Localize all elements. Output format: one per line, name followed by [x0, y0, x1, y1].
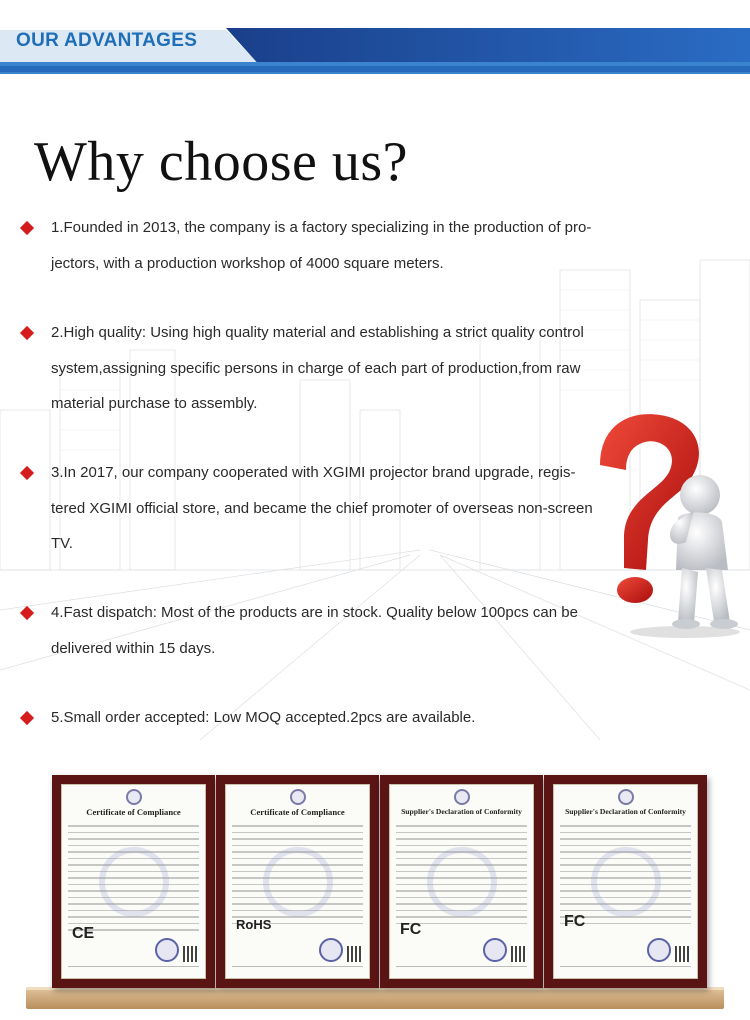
- advantage-3-line-2: tered XGIMI official store, and became the chief promoter of overseas non-screen: [51, 499, 593, 517]
- certificate-body-text: [68, 825, 199, 936]
- seal-icon: [290, 789, 306, 805]
- qr-code-icon: [183, 946, 199, 962]
- red-diamond-icon: [20, 221, 34, 235]
- advantage-4-line-1: 4.Fast dispatch: Most of the products are in stock. Quality below 100pcs can be: [51, 604, 578, 621]
- stamp-icon: [647, 938, 671, 962]
- stamp-icon: [155, 938, 179, 962]
- rohs-mark: RoHS: [236, 917, 272, 932]
- advantage-2-line-1: 2.High quality: Using high quality material and establishing a strict quality control: [51, 324, 584, 341]
- certificate-title: Certificate of Compliance: [86, 807, 181, 817]
- certificate-fcc-1: [380, 775, 543, 988]
- certificate-ce: [52, 775, 215, 988]
- certificate-title: Certificate of Compliance: [250, 807, 345, 817]
- advantage-2-line-2: system,assigning specific persons in charge of each part of production,from raw: [51, 359, 581, 377]
- seal-icon: [454, 789, 470, 805]
- certificate-title: Supplier's Declaration of Conformity: [565, 807, 686, 816]
- fcc-mark: FC: [564, 913, 586, 930]
- advantage-1-line-1: 1.Founded in 2013, the company is a factory specializing in the production of pro-: [51, 219, 592, 236]
- header-banner: [0, 0, 750, 78]
- advantage-3-line-3: TV.: [51, 535, 73, 552]
- certificate-title: Supplier's Declaration of Conformity: [401, 807, 522, 816]
- certificate-fcc-2: [544, 775, 707, 988]
- seal-icon: [618, 789, 634, 805]
- certificate-body-text: [396, 825, 527, 929]
- advantage-5-line-1: 5.Small order accepted: Low MOQ accepted.2pcs are available.: [51, 709, 476, 726]
- page-title: Why choose us?: [34, 131, 409, 193]
- banner-title: OUR ADVANTAGES: [16, 30, 198, 51]
- qr-code-icon: [511, 946, 527, 962]
- stamp-icon: [483, 938, 507, 962]
- seal-icon: [126, 789, 142, 805]
- advantage-1-line-2: jectors, with a production workshop of 4000 square meters.: [51, 254, 444, 272]
- stamp-icon: [319, 938, 343, 962]
- advantage-2-line-3: material purchase to assembly.: [51, 395, 258, 412]
- advantage-4-line-2: delivered within 15 days.: [51, 639, 216, 657]
- question-mark-figure-icon: [590, 410, 750, 640]
- fcc-mark: FC: [400, 921, 422, 938]
- qr-code-icon: [347, 946, 363, 962]
- qr-code-icon: [675, 946, 691, 962]
- ce-mark: CE: [72, 925, 95, 942]
- wooden-shelf: [26, 985, 724, 1011]
- advantage-3-line-1: 3.In 2017, our company cooperated with XGIMI projector brand upgrade, regis-: [51, 464, 576, 481]
- certificate-body-text: [232, 825, 363, 929]
- certificate-rohs: [216, 775, 379, 988]
